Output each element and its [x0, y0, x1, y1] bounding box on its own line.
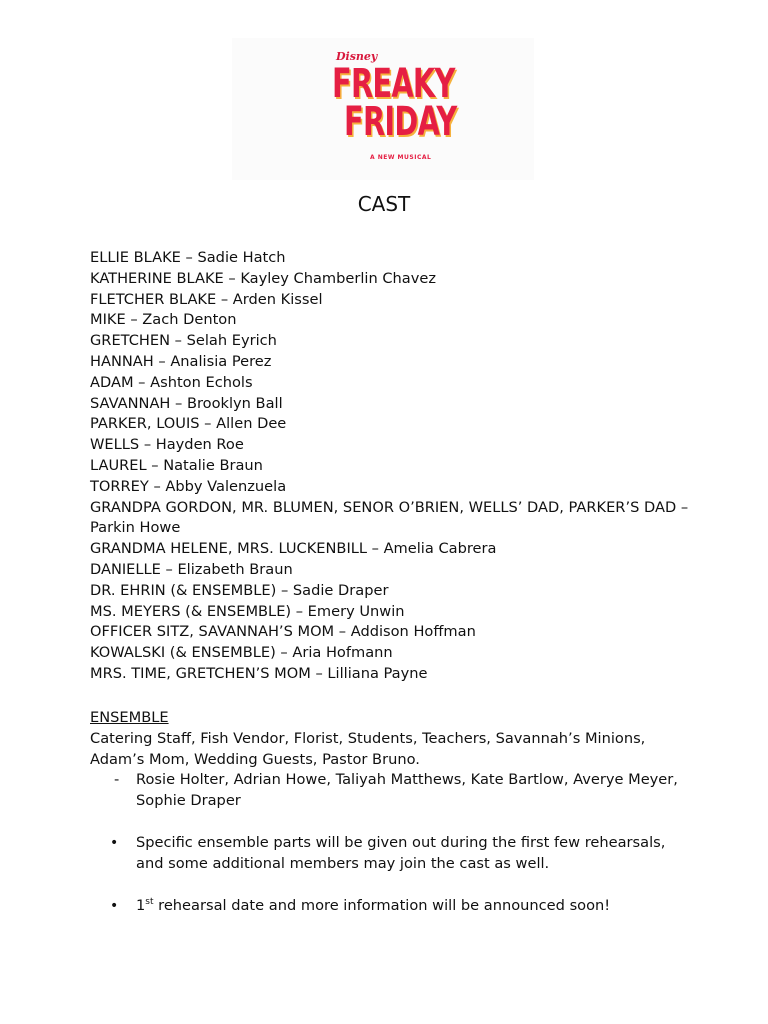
- ensemble-members: Rosie Holter, Adrian Howe, Taliyah Matthews, Kate Bartlow, Averye Meyer, Sophie Draper: [136, 771, 678, 810]
- cast-entry: WELLS – Hayden Roe: [90, 436, 244, 454]
- ordinal-suffix: st: [145, 896, 154, 907]
- cast-entry: ELLIE BLAKE – Sadie Hatch: [90, 249, 286, 266]
- dash-marker: -: [114, 771, 120, 789]
- logo-line-friday: FRIDAY: [344, 99, 457, 145]
- disney-wordmark: Disney: [336, 50, 378, 63]
- ensemble-roles: Catering Staff, Fish Vendor, Florist, Students, Teachers, Savannah’s Minions, Adam’s Mom, Wedding Guests, Pastor Bruno.: [90, 729, 646, 768]
- note-number: 1: [136, 896, 146, 914]
- logo-tagline: A NEW MUSICAL: [370, 154, 432, 161]
- bullet-icon: •: [110, 897, 119, 914]
- cast-entry: MS. MEYERS (& ENSEMBLE) – Emery Unwin: [90, 602, 405, 620]
- ensemble-heading: ENSEMBLE: [90, 709, 169, 726]
- note-text-2: [136, 897, 610, 914]
- cast-entry: TORREY – Abby Valenzuela: [90, 477, 287, 495]
- cast-list: [90, 248, 690, 685]
- cast-entry: OFFICER SITZ, SAVANNAH’S MOM – Addison Hoffman: [90, 623, 476, 641]
- cast-entry: DR. EHRIN (& ENSEMBLE) – Sadie Draper: [90, 581, 389, 599]
- cast-entry: PARKER, LOUIS – Allen Dee: [90, 415, 287, 433]
- cast-entry: DANIELLE – Elizabeth Braun: [90, 560, 293, 578]
- cast-entry: SAVANNAH – Brooklyn Ball: [90, 394, 283, 412]
- cast-entry: MIKE – Zach Denton: [90, 311, 237, 329]
- logo-line-freaky: FREAKY: [332, 61, 455, 107]
- cast-entry: GRETCHEN – Selah Eyrich: [90, 332, 277, 350]
- note-rest: rehearsal date and more information will be announced soon!: [153, 896, 611, 914]
- cast-entry: FLETCHER BLAKE – Arden Kissel: [90, 290, 323, 308]
- ensemble-members-item: [90, 770, 690, 812]
- cast-entry: KOWALSKI (& ENSEMBLE) – Aria Hofmann: [90, 644, 393, 662]
- note-item-2: [90, 896, 690, 917]
- ensemble-section: [90, 708, 690, 916]
- note-item-1: [90, 833, 690, 875]
- bullet-icon: •: [110, 834, 119, 851]
- cast-entry: MRS. TIME, GRETCHEN’S MOM – Lilliana Payne: [90, 664, 428, 682]
- freaky-friday-logo: [232, 38, 534, 180]
- cast-entry: KATHERINE BLAKE – Kayley Chamberlin Chavez: [90, 269, 437, 287]
- cast-entry: HANNAH – Analisia Perez: [90, 352, 272, 370]
- cast-entry: GRANDPA GORDON, MR. BLUMEN, SENOR O’BRIEN, WELLS’ DAD, PARKER’S DAD – Parkin Howe: [90, 498, 689, 537]
- cast-entry: ADAM – Ashton Echols: [90, 373, 253, 391]
- page-title: CAST: [357, 192, 411, 216]
- note-text-1: Specific ensemble parts will be given out during the first few rehearsals, and some additional members may join the cast as well.: [136, 833, 666, 872]
- cast-entry: GRANDMA HELENE, MRS. LUCKENBILL – Amelia Cabrera: [90, 540, 497, 558]
- cast-entry: LAUREL – Natalie Braun: [90, 456, 263, 474]
